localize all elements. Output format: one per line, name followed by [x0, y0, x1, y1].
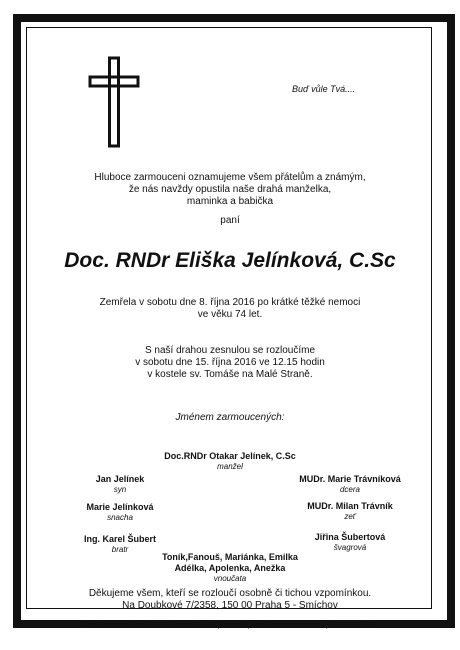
funeral-info-line: v sobotu dne 15. října 2016 ve 12.15 hodin	[135, 357, 325, 368]
mourner-name: Jan Jelínek	[95, 474, 145, 484]
announcement-text	[60, 172, 400, 208]
mourner-name: MUDr. Milan Trávník	[307, 501, 393, 511]
mourner-name: Doc.RNDr Otakar Jelínek, C.Sc	[164, 451, 296, 461]
mourner-name: Marie Jelínková	[86, 502, 154, 512]
mourner	[270, 474, 430, 495]
mourner-name: Toník,Fanouš, Mariánka, Emilka	[162, 552, 298, 562]
on-behalf-heading: Jménem zarmoucených:	[175, 412, 285, 423]
mourner	[270, 501, 430, 522]
mourner-relation: bratr	[111, 545, 129, 554]
mourner-relation: zeť	[344, 512, 356, 521]
address-line: Na Doubkové 7/2358, 150 00 Praha 5 - Smíchov	[122, 600, 338, 611]
funeral-service-footer: Pohřební služba ELPIS Na bělidle 27, Praha5, www.krematorium.cz, 602 200 700	[85, 621, 375, 630]
mourner-relation: vnoučata	[213, 574, 247, 583]
mourner	[60, 502, 180, 523]
announcement-line: Hluboce zarmouceni oznamujeme všem přátelům a známým,	[94, 172, 366, 183]
title-pani: paní	[220, 215, 240, 226]
mourner	[130, 552, 330, 584]
mourner-name: Ing. Karel Šubert	[83, 534, 156, 544]
motto: Buď vůle Tvá....	[292, 84, 356, 94]
death-info	[60, 297, 400, 321]
announcement-line: maminka a babička	[186, 196, 274, 207]
mourner	[60, 474, 180, 495]
mourner-relation: manžel	[217, 462, 243, 471]
thanks-text	[60, 588, 400, 612]
death-info-line: Zemřela v sobotu dne 8. října 2016 po krátké těžké nemoci	[99, 297, 361, 308]
death-info-line: ve věku 74 let.	[197, 309, 263, 320]
mourner-relation: syn	[113, 485, 127, 494]
deceased-name: Doc. RNDr Eliška Jelínková, C.Sc	[64, 249, 396, 272]
funeral-info-line: v kostele sv. Tomáše na Malé Straně.	[147, 369, 313, 380]
funeral-info	[60, 345, 400, 381]
thanks-line: Děkujeme všem, kteří se rozloučí osobně či tichou vzpomínkou.	[88, 588, 372, 599]
mourner-relation: švagrová	[333, 543, 367, 552]
mourner-relation: dcera	[339, 485, 360, 494]
mourner-name: Jiřina Šubertová	[314, 532, 386, 542]
mourner	[130, 451, 330, 472]
funeral-info-line: S naší drahou zesnulou se rozloučíme	[144, 345, 316, 356]
mourner	[270, 532, 430, 553]
mourner-name: MUDr. Marie Trávníková	[299, 474, 401, 484]
cross-icon	[88, 56, 140, 148]
mourner-relation: snacha	[107, 513, 133, 522]
announcement-line: že nás navždy opustila naše drahá manželka,	[128, 184, 332, 195]
mourner-name: Adélka, Apolenka, Anežka	[174, 563, 286, 573]
